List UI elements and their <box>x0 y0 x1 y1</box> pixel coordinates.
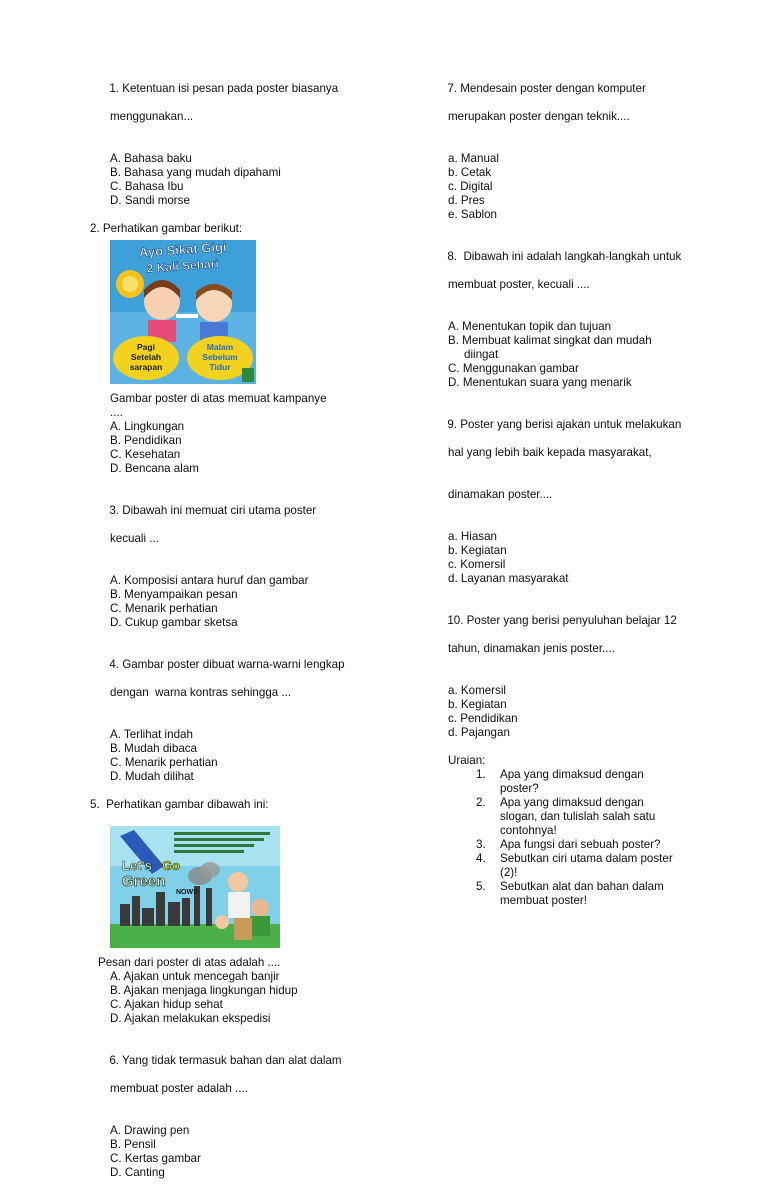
svg-text:Malam: Malam <box>206 342 234 352</box>
poster-title-line2: 2 Kali Sehari <box>146 256 220 276</box>
option-a: a. Komersil <box>448 684 506 697</box>
go-green-poster-svg <box>110 826 280 948</box>
option-c: C. Menggunakan gambar <box>448 362 579 375</box>
option-c: C. Menarik perhatian <box>110 756 218 769</box>
question-7 <box>428 68 728 222</box>
essay-item-4: 4. Sebutkan ciri utama dalam poster (2)! <box>476 852 673 879</box>
question-stem: 9. Poster yang berisi ajakan untuk melakukan hal yang lebih baik kepada masyarakat, dinamakan poster.... <box>447 418 682 501</box>
question-4 <box>90 644 390 784</box>
essay-item-2: 2. Apa yang dimaksud dengan slogan, dan tulislah salah satu contohnya! <box>476 796 656 837</box>
question-stem: 5. Perhatikan gambar dibawah ini: <box>90 798 269 811</box>
option-b: B. Bahasa yang mudah dipahami <box>110 166 281 179</box>
essay-item-1: 1. Apa yang dimaksud dengan poster? <box>476 768 644 795</box>
option-b: B. Menyampaikan pesan <box>110 588 238 601</box>
question-stem: 1. Ketentuan isi pesan pada poster biasanya menggunakan... <box>109 82 339 123</box>
logo-icon <box>242 368 254 382</box>
option-b: b. Kegiatan <box>448 698 507 711</box>
option-a: a. Manual <box>448 152 499 165</box>
option-b: B. Ajakan menjaga lingkungan hidup <box>110 984 298 997</box>
question-6 <box>90 1040 390 1180</box>
svg-text:sarapan: sarapan <box>129 362 163 372</box>
go-green-poster-image <box>110 826 390 952</box>
question-stem: 4. Gambar poster dibuat warna-warni lengkap dengan warna kontras sehingga ... <box>109 658 345 699</box>
question-9 <box>428 404 728 586</box>
option-c: C. Kertas gambar <box>110 1152 201 1165</box>
option-d: D. Cukup gambar sketsa <box>110 616 238 629</box>
question-stem: 3. Dibawah ini memuat ciri utama poster kecuali ... <box>109 504 317 545</box>
essay-item-3: 3. Apa fungsi dari sebuah poster? <box>476 838 661 851</box>
option-a: A. Terlihat indah <box>110 728 193 741</box>
options-list <box>428 530 728 586</box>
option-a: A. Menentukan topik dan tujuan <box>448 320 612 333</box>
question-prompt: Pesan dari poster di atas adalah .... <box>98 956 281 969</box>
option-d: D. Canting <box>110 1166 165 1179</box>
poster-title-green: Green <box>122 873 166 890</box>
question-3 <box>90 490 390 630</box>
question-1 <box>90 68 390 208</box>
options-list <box>90 574 390 630</box>
option-c: C. Menarik perhatian <box>110 602 218 615</box>
option-a: a. Hiasan <box>448 530 497 543</box>
essay-item-5: 5. Sebutkan alat dan bahan dalam membuat poster! <box>476 880 664 907</box>
person-figure <box>228 872 248 892</box>
essay-list <box>428 768 728 908</box>
option-d: d. Pajangan <box>448 726 510 739</box>
poster-title-go: Go <box>162 858 181 873</box>
option-b: B. Membuat kalimat singkat dan mudah diingat <box>448 334 652 361</box>
option-b: b. Cetak <box>448 166 492 179</box>
options-list <box>90 152 390 208</box>
question-stem: 8. Dibawah ini adalah langkah-langkah untuk membuat poster, kecuali .... <box>447 250 682 291</box>
option-d: D. Sandi morse <box>110 194 190 207</box>
option-b: B. Pensil <box>110 1138 156 1151</box>
option-d: d. Pres <box>448 194 485 207</box>
option-d: D. Ajakan melakukan ekspedisi <box>110 1012 271 1025</box>
poster-title-line1: Ayo Sikat Gigi <box>138 240 227 261</box>
option-c: c. Komersil <box>448 558 506 571</box>
option-d: d. Layanan masyarakat <box>448 572 569 585</box>
option-c: C. Ajakan hidup sehat <box>110 998 223 1011</box>
option-a: A. Ajakan untuk mencegah banjir <box>110 970 280 983</box>
svg-text:Pagi: Pagi <box>137 342 155 352</box>
left-column <box>90 68 390 1194</box>
essay-heading: Uraian: <box>448 754 486 767</box>
option-c: c. Digital <box>448 180 493 193</box>
right-column <box>428 68 728 908</box>
option-b: B. Pendidikan <box>110 434 182 447</box>
question-10 <box>428 600 728 740</box>
options-list <box>90 728 390 784</box>
toothbrush-icon <box>176 314 198 318</box>
question-8 <box>428 236 728 390</box>
options-list <box>90 420 390 476</box>
options-list <box>90 1124 390 1180</box>
question-stem: 10. Poster yang berisi penyuluhan belajar 12 tahun, dinamakan jenis poster.... <box>447 614 677 655</box>
question-5 <box>90 798 390 1026</box>
option-a: A. Bahasa baku <box>110 152 192 165</box>
poster-title-lets: Let's <box>122 858 152 873</box>
option-d: D. Mudah dilihat <box>110 770 194 783</box>
options-list <box>428 320 728 390</box>
option-a: A. Lingkungan <box>110 420 185 433</box>
question-stem: 2. Perhatikan gambar berikut: <box>90 222 243 235</box>
question-prompt: Gambar poster di atas memuat kampanye .... <box>110 392 327 419</box>
poster-tag: NOW!! <box>176 889 198 896</box>
svg-text:Setelah: Setelah <box>130 352 162 362</box>
option-c: c. Pendidikan <box>448 712 518 725</box>
options-list <box>90 970 390 1026</box>
option-c: C. Bahasa Ibu <box>110 180 184 193</box>
option-d: D. Menentukan suara yang menarik <box>448 376 632 389</box>
option-b: B. Mudah dibaca <box>110 742 198 755</box>
svg-text:Tidur: Tidur <box>209 362 231 372</box>
question-stem: 6. Yang tidak termasuk bahan dan alat dalam membuat poster adalah .... <box>109 1054 342 1095</box>
option-b: b. Kegiatan <box>448 544 507 557</box>
svg-text:Sebelum: Sebelum <box>202 352 238 362</box>
options-list <box>428 684 728 740</box>
option-e: e. Sablon <box>448 208 497 221</box>
option-c: C. Kesehatan <box>110 448 181 461</box>
option-d: D. Bencana alam <box>110 462 199 475</box>
toothbrush-poster-image <box>110 240 390 388</box>
options-list <box>428 152 728 222</box>
option-a: A. Drawing pen <box>110 1124 190 1137</box>
question-2 <box>90 222 390 476</box>
option-a: A. Komposisi antara huruf dan gambar <box>110 574 309 587</box>
toothbrush-poster-svg <box>110 240 256 384</box>
question-stem: 7. Mendesain poster dengan komputer merupakan poster dengan teknik.... <box>447 82 646 123</box>
